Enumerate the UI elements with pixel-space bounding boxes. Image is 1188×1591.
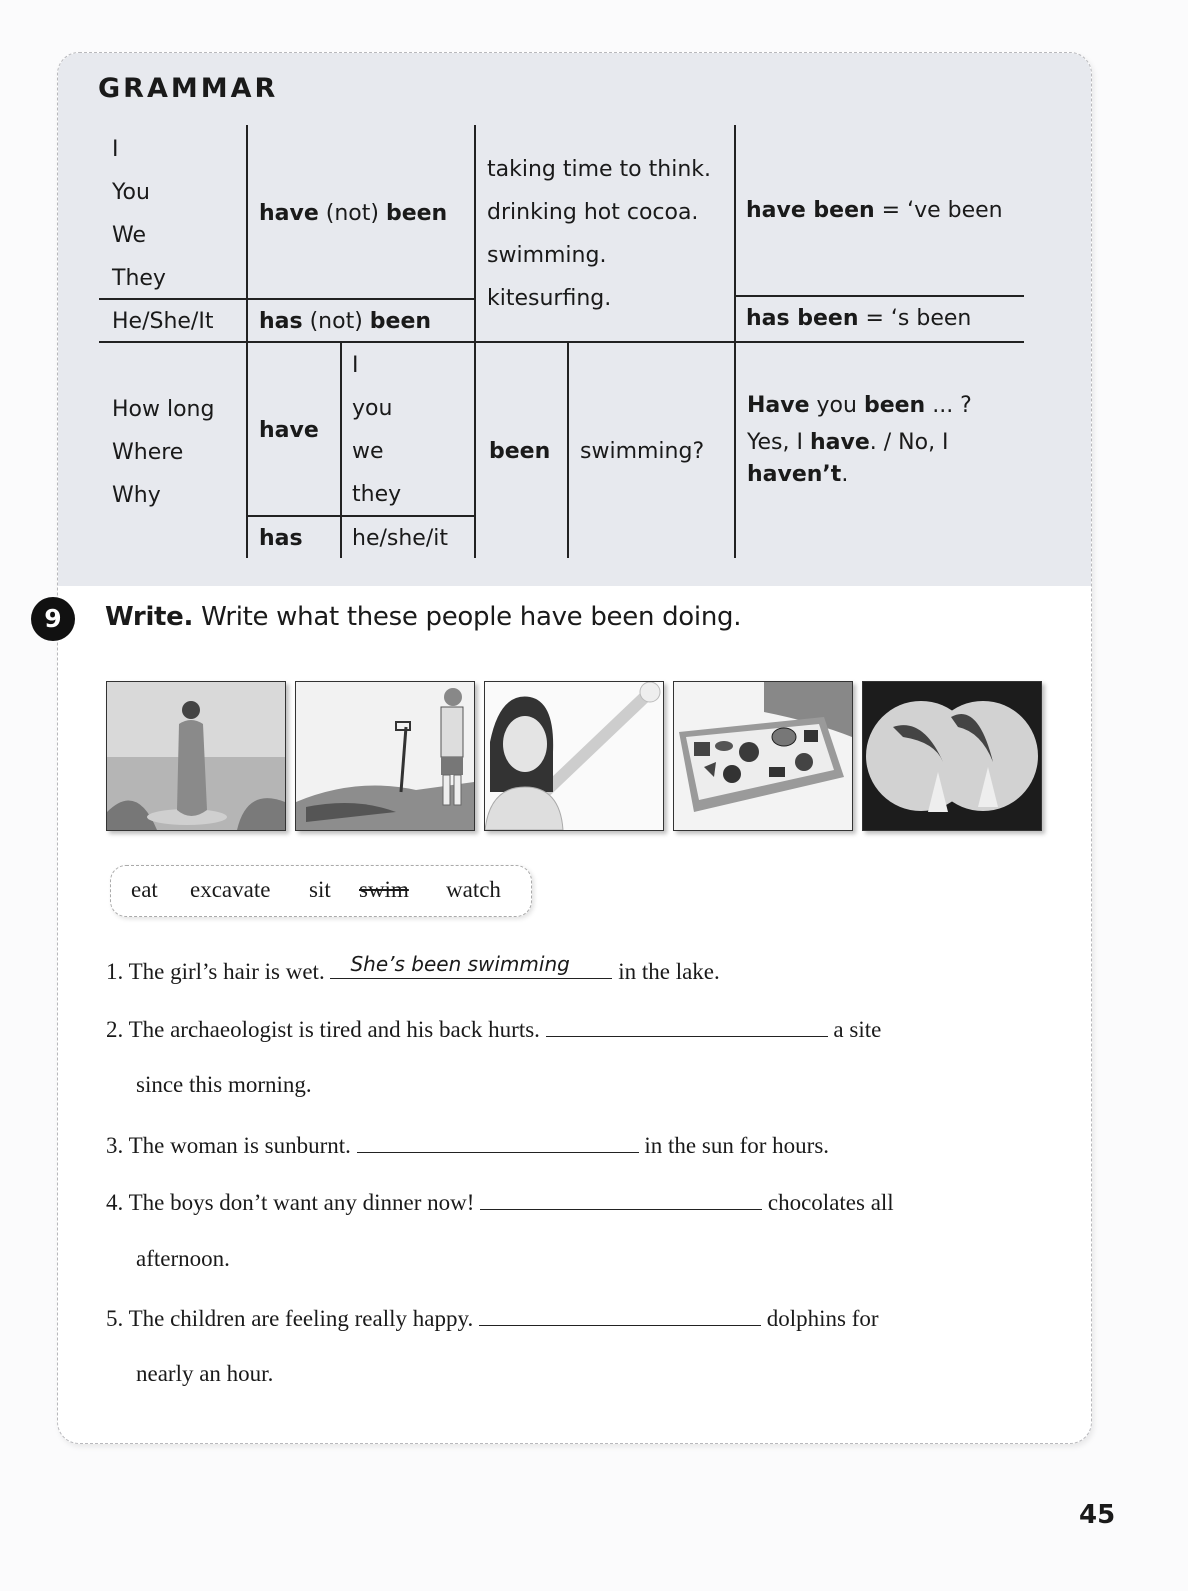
answer-blank-2[interactable]: [546, 1014, 828, 1037]
subject-they: They: [112, 266, 166, 291]
subject-we: We: [112, 223, 146, 248]
word-sit: sit: [309, 877, 331, 902]
girl-in-towel-picture: [106, 681, 286, 831]
sunburnt-woman-picture: [484, 681, 664, 831]
sentence-2: 2. The archaeologist is tired and his back hurts. a site: [106, 1014, 881, 1043]
activity-4: kitesurfing.: [487, 286, 612, 311]
activity-3: swimming.: [487, 243, 607, 268]
answer-blank-5[interactable]: [479, 1303, 761, 1326]
sentence-5-continued: nearly an hour.: [136, 1361, 274, 1386]
subject-he-she-it: He/She/It: [112, 309, 214, 334]
q-subject-you: you: [352, 396, 393, 421]
answer-blank-3[interactable]: [357, 1130, 639, 1153]
q-subject-they: they: [352, 482, 402, 507]
q-subject-he-she-it: he/she/it: [352, 526, 448, 551]
subject-you: You: [112, 180, 150, 205]
subject-i: I: [112, 137, 119, 162]
aux-have-not-been: have (not) been: [259, 201, 448, 226]
q-been: been: [489, 439, 551, 464]
sentence-4-continued: afternoon.: [136, 1246, 230, 1271]
short-answer: Yes, I have. / No, I haven’t.: [747, 430, 949, 487]
q-aux-have: have: [259, 418, 319, 443]
answer-blank-1[interactable]: [330, 952, 612, 979]
aux-has-not-been: has (not) been: [259, 309, 432, 334]
short-question: Have you been ... ?: [747, 393, 972, 418]
sentence-1: 1. The girl’s hair is wet. She’s been swimming in the lake.: [106, 952, 720, 984]
question-word-where: Where: [112, 440, 184, 465]
sentence-3: 3. The woman is sunburnt. in the sun for hours.: [106, 1130, 829, 1159]
contraction-has-been: has been = ‘s been: [746, 306, 972, 331]
q-subject-we: we: [352, 439, 384, 464]
q-verb: swimming?: [580, 439, 705, 464]
exercise-number-badge: 9: [31, 597, 75, 641]
activity-panel: [57, 52, 1092, 1444]
archaeologist-picture: [295, 681, 475, 831]
exercise-instruction: Write. Write what these people have been doing.: [105, 602, 742, 632]
word-eat: eat: [131, 877, 158, 902]
page-number: 45: [1079, 1500, 1116, 1530]
table-divider: [99, 341, 1024, 343]
sentence-5: 5. The children are feeling really happy. dolphins for: [106, 1303, 879, 1332]
activity-2: drinking hot cocoa.: [487, 200, 699, 225]
sentence-2-continued: since this morning.: [136, 1072, 312, 1097]
table-divider: [340, 341, 342, 558]
chocolates-picture: [673, 681, 853, 831]
answer-blank-4[interactable]: [480, 1187, 762, 1210]
table-divider: [567, 341, 569, 558]
answer-1-handwritten: She’s been swimming: [350, 952, 570, 976]
question-word-why: Why: [112, 483, 161, 508]
contraction-have-been: have been = ‘ve been: [746, 198, 1003, 223]
word-swim-crossed-out: swim: [359, 877, 409, 902]
word-bank: [110, 865, 532, 917]
grammar-title: GRAMMAR: [98, 73, 279, 104]
q-aux-has: has: [259, 526, 303, 551]
activity-1: taking time to think.: [487, 157, 711, 182]
question-word-how-long: How long: [112, 397, 215, 422]
word-watch: watch: [446, 877, 501, 902]
q-subject-i: I: [352, 353, 359, 378]
sentence-4: 4. The boys don’t want any dinner now! chocolates all: [106, 1187, 894, 1216]
word-excavate: excavate: [190, 877, 271, 902]
dolphins-binoculars-picture: [862, 681, 1042, 831]
